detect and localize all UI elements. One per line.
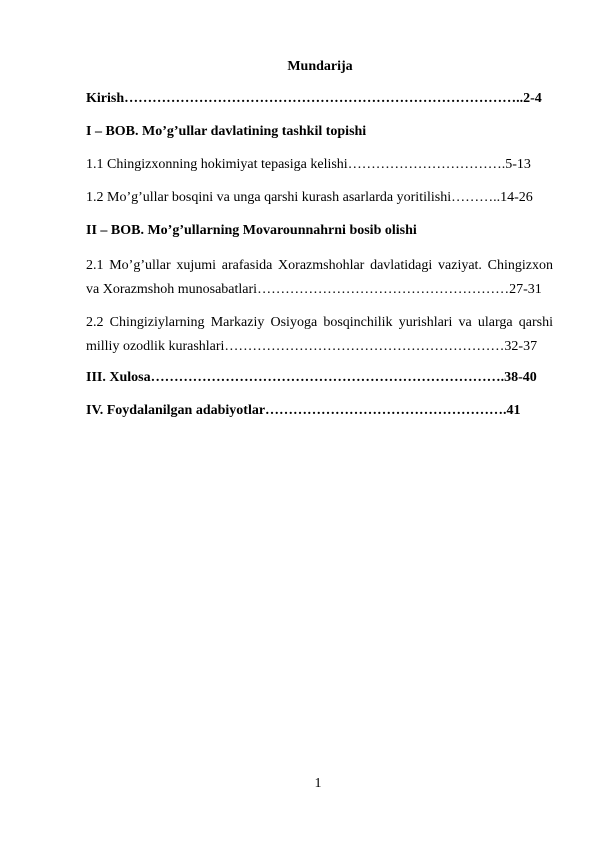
toc-entry-introduction: Kirish…………………………………………………………………………..2-4 [86, 91, 542, 106]
toc-entry-section-2-2: 2.2 Chingiziylarning Markaziy Osiyoga bosqinchilik yurishlari va ularga qarshi milliy ozodlik kurashlari……………………………………………………32-37 [86, 315, 553, 354]
toc-entry-section-1-1: 1.1 Chingizxonning hokimiyat tepasiga kelishi…………………………….5-13 [86, 157, 531, 172]
toc-entry-chapter-1: I – BOB. Mo’g’ullar davlatining tashkil topishi [86, 124, 367, 139]
toc-entry-references: IV. Foydalanilgan adabiyotlar…………………………………………….41 [86, 403, 521, 418]
toc-title: Mundarija [287, 59, 353, 74]
toc-entry-conclusion: III. Xulosa………………………………………………………………….38-40 [86, 370, 537, 385]
toc-entry-section-1-2: 1.2 Mo’g’ullar bosqini va unga qarshi kurash asarlarda yoritilishi………..14-26 [86, 190, 533, 205]
toc-entry-chapter-2: II – BOB. Mo’g’ullarning Movarounnahrni bosib olishi [86, 223, 417, 238]
page-number: 1 [314, 776, 322, 791]
toc-entry-section-2-1: 2.1 Mo’g’ullar xujumi arafasida Xorazmshohlar davlatidagi vaziyat. Chingizxon va Xorazmshoh munosabatlari………………………………………………27-31 [86, 258, 553, 297]
table-of-contents [86, 89, 553, 434]
